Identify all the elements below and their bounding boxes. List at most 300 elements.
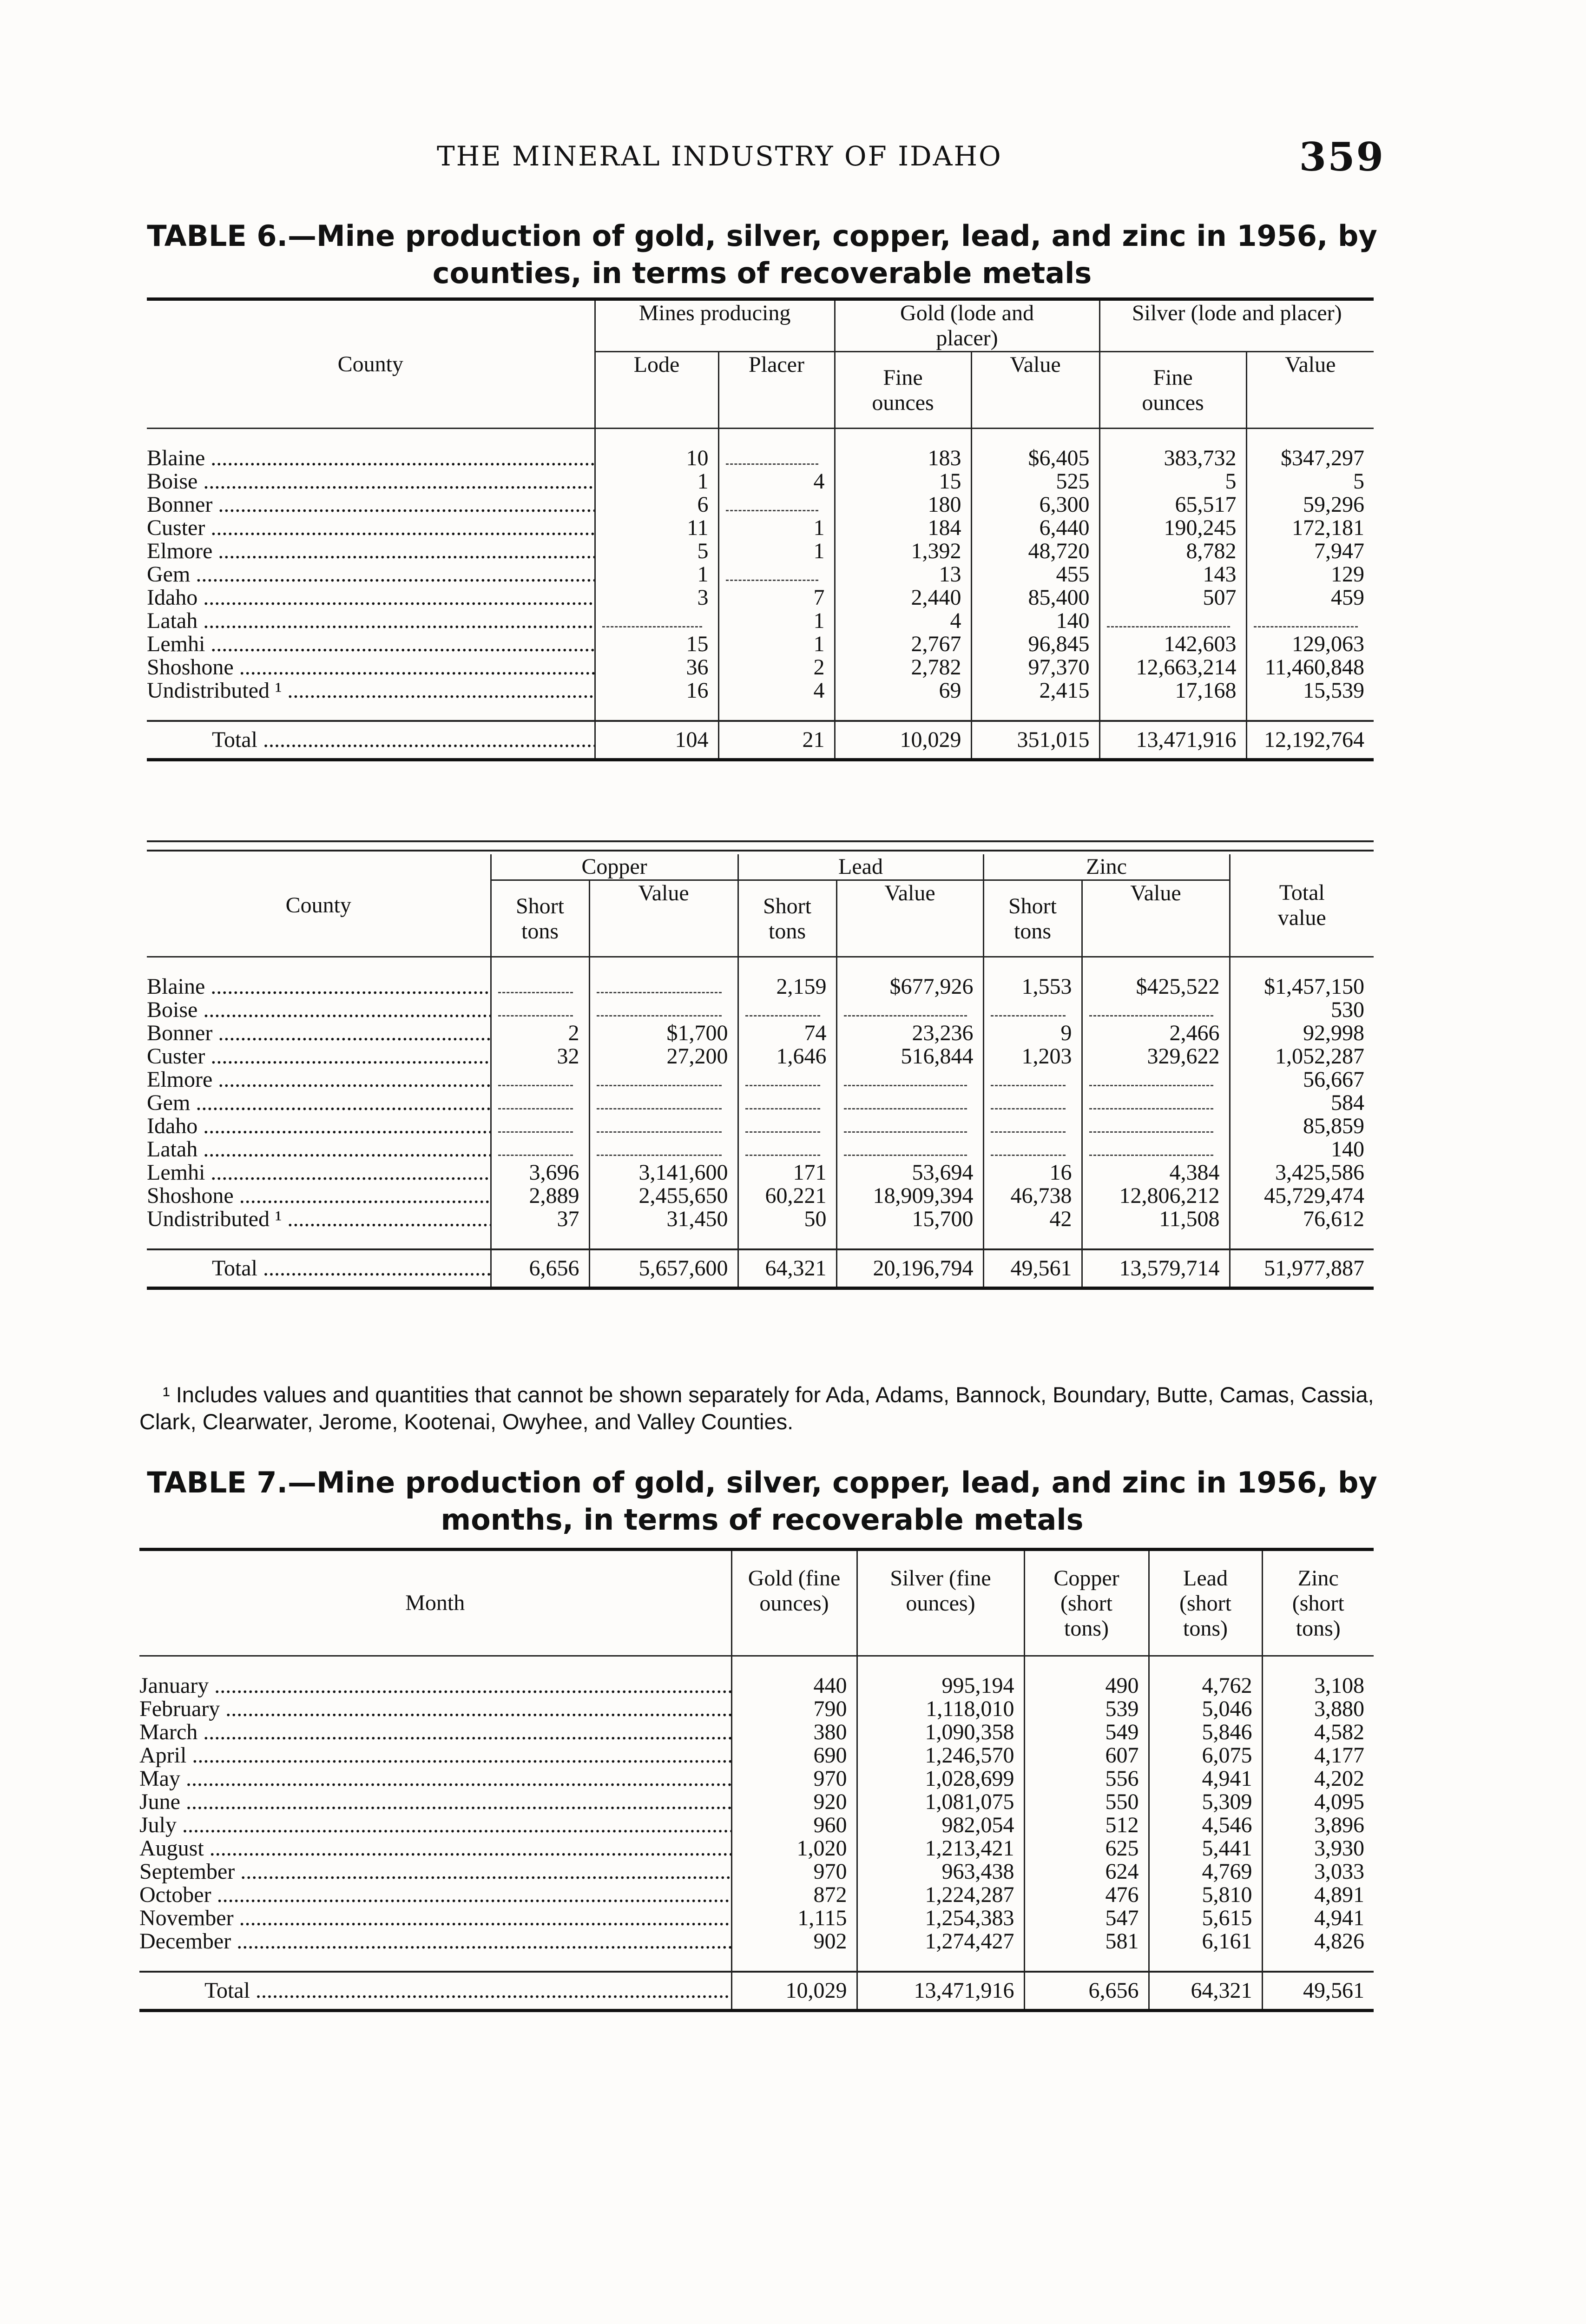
row-label-text: Elmore .....: [147, 540, 594, 563]
row-label: [147, 679, 595, 702]
row-label: [139, 1883, 731, 1907]
row-label: [139, 1814, 731, 1837]
cell-cu_t: [491, 1091, 589, 1115]
empty-cell-dash: [498, 1004, 573, 1017]
cell-placer: 4: [718, 679, 835, 702]
row-label-text: September .....: [139, 1860, 731, 1883]
month-row: [139, 1697, 1374, 1721]
cell-silver_oz: [1099, 609, 1246, 633]
copper-short-tons-header: Short tons: [491, 880, 589, 957]
row-label: [147, 1184, 491, 1208]
county-row: [147, 975, 1374, 998]
county-row: [147, 1091, 1374, 1115]
county-header: County: [147, 299, 595, 429]
cell-total: 45,729,474: [1230, 1184, 1374, 1208]
table6-caption-line1: TABLE 6.—Mine production of gold, silver, copper, lead, and zinc in 1956, by: [147, 219, 1377, 253]
spacer-cell: [1082, 957, 1230, 976]
county-row: [147, 656, 1374, 679]
cell-copper: 581: [1024, 1930, 1149, 1953]
row-label: [147, 1091, 491, 1115]
total-cu_t: 6,656: [491, 1249, 589, 1288]
cell-zn_v: 4,384: [1082, 1161, 1230, 1184]
county-row: [147, 1022, 1374, 1045]
cell-lode: 1: [595, 470, 718, 493]
row-label-text: March .....: [139, 1721, 731, 1744]
cell-silver_val: 129: [1246, 563, 1374, 586]
total-label: [139, 1972, 731, 2011]
total-label-text: Total .....: [204, 1979, 731, 2002]
county-row: [147, 679, 1374, 702]
mines-producing-header: Mines producing: [595, 299, 835, 352]
cell-gold: 790: [731, 1697, 857, 1721]
empty-cell-dash: [498, 1097, 573, 1109]
cell-zn_v: 12,806,212: [1082, 1184, 1230, 1208]
total-silver_oz: 13,471,916: [1099, 721, 1246, 760]
spacer-cell: [1246, 702, 1374, 721]
row-label-text: August .....: [139, 1837, 731, 1860]
cell-gold_oz: 15: [835, 470, 971, 493]
row-label: [139, 1837, 731, 1860]
cell-silver_oz: 142,603: [1099, 633, 1246, 656]
cell-silver_oz: 12,663,214: [1099, 656, 1246, 679]
row-label-text: Lemhi .....: [147, 633, 594, 656]
empty-cell-dash: [597, 981, 722, 993]
cell-lode: 3: [595, 586, 718, 609]
cell-total: 584: [1230, 1091, 1374, 1115]
county-row: [147, 1208, 1374, 1231]
copper-header: Copper: [491, 854, 738, 880]
row-label: [147, 656, 595, 679]
cell-gold: 902: [731, 1930, 857, 1953]
row-label-text: Boise .....: [147, 470, 594, 493]
cell-silver_oz: 507: [1099, 586, 1246, 609]
cell-gold_val: 97,370: [971, 656, 1099, 679]
spacer-cell: [857, 1656, 1024, 1675]
row-label: [147, 516, 595, 540]
total-value-header: Total value: [1230, 854, 1374, 957]
cell-silver_val: 129,063: [1246, 633, 1374, 656]
empty-cell-dash: [745, 1120, 820, 1133]
cell-cu_t: 37: [491, 1208, 589, 1231]
spacer-cell: [718, 429, 835, 447]
cell-cu_v: [589, 1091, 738, 1115]
total-row: [139, 1972, 1374, 2011]
empty-cell-dash: [726, 499, 818, 511]
table6-part1-body: [147, 429, 1374, 760]
table7: [139, 1548, 1374, 2012]
cell-placer: 1: [718, 516, 835, 540]
spacer-cell: [147, 957, 491, 976]
cell-pb_t: 74: [738, 1022, 836, 1045]
cell-cu_v: [589, 1115, 738, 1138]
cell-pb_v: 15,700: [836, 1208, 983, 1231]
row-label: [147, 563, 595, 586]
county-header-2: County: [147, 854, 491, 957]
county-row: [147, 1045, 1374, 1068]
lead-short-tons-header: Short tons: [738, 880, 836, 957]
county-row: [147, 998, 1374, 1022]
cell-cu_t: 2: [491, 1022, 589, 1045]
spacer-cell: [857, 1953, 1024, 1972]
cell-cu_v: 2,455,650: [589, 1184, 738, 1208]
empty-cell-dash: [498, 1074, 573, 1086]
cell-pb_v: [836, 1138, 983, 1161]
cell-total: 1,052,287: [1230, 1045, 1374, 1068]
lead-short-tons-header-t7: Lead (short tons): [1149, 1550, 1262, 1656]
gold-value-header: Value: [971, 352, 1099, 429]
empty-cell-dash: [1089, 1120, 1213, 1133]
spacer-cell: [491, 1231, 589, 1249]
cell-zn_v: 329,622: [1082, 1045, 1230, 1068]
cell-copper: 550: [1024, 1790, 1149, 1814]
total-lead: 64,321: [1149, 1972, 1262, 2011]
cell-gold_val: 48,720: [971, 540, 1099, 563]
cell-lead: 4,769: [1149, 1860, 1262, 1883]
spacer-row: [139, 1953, 1374, 1972]
cell-copper: 476: [1024, 1883, 1149, 1907]
cell-lead: 4,546: [1149, 1814, 1262, 1837]
cell-lode: 16: [595, 679, 718, 702]
cell-zinc: 4,891: [1262, 1883, 1374, 1907]
total-gold: 10,029: [731, 1972, 857, 2011]
cell-copper: 556: [1024, 1767, 1149, 1790]
spacer-cell: [983, 1231, 1082, 1249]
cell-lode: [595, 609, 718, 633]
cell-cu_v: [589, 1138, 738, 1161]
row-label: [147, 609, 595, 633]
row-label: [147, 447, 595, 470]
cell-silver: 1,246,570: [857, 1744, 1024, 1767]
cell-gold_val: 2,415: [971, 679, 1099, 702]
cell-silver: 1,090,358: [857, 1721, 1024, 1744]
total-zn_v: 13,579,714: [1082, 1249, 1230, 1288]
cell-gold_val: 96,845: [971, 633, 1099, 656]
cell-gold: 960: [731, 1814, 857, 1837]
total-copper: 6,656: [1024, 1972, 1149, 2011]
cell-zinc: 3,896: [1262, 1814, 1374, 1837]
cell-copper: 490: [1024, 1674, 1149, 1697]
cell-pb_v: 18,909,394: [836, 1184, 983, 1208]
cell-cu_t: [491, 1115, 589, 1138]
cell-zn_t: 46,738: [983, 1184, 1082, 1208]
cell-silver_oz: 143: [1099, 563, 1246, 586]
cell-zn_v: 2,466: [1082, 1022, 1230, 1045]
spacer-cell: [595, 702, 718, 721]
month-row: [139, 1790, 1374, 1814]
empty-cell-dash: [1089, 1004, 1213, 1017]
row-label: [147, 1068, 491, 1091]
cell-total: 3,425,586: [1230, 1161, 1374, 1184]
county-row: [147, 540, 1374, 563]
cell-total: 56,667: [1230, 1068, 1374, 1091]
county-row: [147, 516, 1374, 540]
spacer-cell: [983, 957, 1082, 976]
empty-cell-dash: [991, 1074, 1066, 1086]
table-divider-rule: [147, 840, 1374, 852]
spacer-cell: [738, 957, 836, 976]
cell-copper: 512: [1024, 1814, 1149, 1837]
cell-zn_t: 42: [983, 1208, 1082, 1231]
cell-zn_v: [1082, 1068, 1230, 1091]
spacer-cell: [835, 702, 971, 721]
cell-lead: 5,810: [1149, 1883, 1262, 1907]
cell-silver_oz: 190,245: [1099, 516, 1246, 540]
spacer-cell: [971, 702, 1099, 721]
row-label: [139, 1697, 731, 1721]
total-cu_v: 5,657,600: [589, 1249, 738, 1288]
gold-fine-ounces-header-t7: Gold (fine ounces): [731, 1550, 857, 1656]
cell-total: 140: [1230, 1138, 1374, 1161]
cell-lead: 5,046: [1149, 1697, 1262, 1721]
empty-cell-dash: [597, 1120, 722, 1133]
cell-pb_v: [836, 998, 983, 1022]
cell-gold_val: 85,400: [971, 586, 1099, 609]
spacer-cell: [1099, 702, 1246, 721]
cell-zn_v: [1082, 1091, 1230, 1115]
cell-zn_t: [983, 1068, 1082, 1091]
cell-cu_t: [491, 1138, 589, 1161]
row-label-text: Blaine .....: [147, 447, 594, 470]
total-label: [147, 1249, 491, 1288]
county-row: [147, 1184, 1374, 1208]
empty-cell-dash: [844, 1004, 967, 1017]
cell-pb_t: 171: [738, 1161, 836, 1184]
cell-pb_v: 23,236: [836, 1022, 983, 1045]
cell-placer: 4: [718, 470, 835, 493]
cell-lead: 5,309: [1149, 1790, 1262, 1814]
county-row: [147, 586, 1374, 609]
row-label: [139, 1721, 731, 1744]
cell-placer: [718, 493, 835, 516]
county-row: [147, 1138, 1374, 1161]
cell-silver_oz: 383,732: [1099, 447, 1246, 470]
cell-pb_t: [738, 1115, 836, 1138]
row-label-text: Idaho .....: [147, 586, 594, 609]
row-label: [147, 540, 595, 563]
empty-cell-dash: [597, 1143, 722, 1156]
cell-gold: 970: [731, 1860, 857, 1883]
empty-cell-dash: [1107, 615, 1230, 627]
cell-pb_v: $677,926: [836, 975, 983, 998]
total-zn_t: 49,561: [983, 1249, 1082, 1288]
table6-caption: [139, 218, 1385, 292]
cell-placer: 7: [718, 586, 835, 609]
row-label: [139, 1767, 731, 1790]
row-label-text: Shoshone .....: [147, 656, 594, 679]
table6-part2-body: [147, 957, 1374, 1288]
row-label-text: April .....: [139, 1744, 731, 1767]
cell-pb_t: [738, 1068, 836, 1091]
cell-zn_v: [1082, 1115, 1230, 1138]
placer-header: Placer: [718, 352, 835, 429]
cell-silver_val: 172,181: [1246, 516, 1374, 540]
cell-total: $1,457,150: [1230, 975, 1374, 998]
cell-lode: 36: [595, 656, 718, 679]
cell-zinc: 3,930: [1262, 1837, 1374, 1860]
cell-gold_val: 140: [971, 609, 1099, 633]
cell-pb_t: 1,646: [738, 1045, 836, 1068]
cell-silver_val: $347,297: [1246, 447, 1374, 470]
total-zinc: 49,561: [1262, 1972, 1374, 2011]
row-label: [139, 1860, 731, 1883]
spacer-cell: [1246, 429, 1374, 447]
row-label-text: June .....: [139, 1790, 731, 1814]
row-label: [147, 1161, 491, 1184]
cell-pb_t: [738, 1138, 836, 1161]
cell-copper: 547: [1024, 1907, 1149, 1930]
spacer-cell: [1082, 1231, 1230, 1249]
empty-cell-dash: [991, 1004, 1066, 1017]
cell-silver_oz: 5: [1099, 470, 1246, 493]
spacer-cell: [1149, 1953, 1262, 1972]
cell-total: 530: [1230, 998, 1374, 1022]
total-label: [147, 721, 595, 760]
row-label-text: Gem .....: [147, 1091, 490, 1115]
spacer-cell: [139, 1656, 731, 1675]
zinc-short-tons-header: Short tons: [983, 880, 1082, 957]
row-label-text: Idaho .....: [147, 1115, 490, 1138]
spacer-cell: [1262, 1953, 1374, 1972]
cell-cu_v: [589, 975, 738, 998]
cell-zn_t: [983, 1115, 1082, 1138]
row-label: [139, 1674, 731, 1697]
cell-silver_val: 59,296: [1246, 493, 1374, 516]
cell-silver_val: 15,539: [1246, 679, 1374, 702]
empty-cell-dash: [498, 981, 573, 993]
cell-gold: 1,020: [731, 1837, 857, 1860]
cell-gold: 872: [731, 1883, 857, 1907]
silver-header: Silver (lode and placer): [1099, 299, 1374, 352]
row-label-text: Bonner .....: [147, 493, 594, 516]
row-label: [147, 1138, 491, 1161]
cell-zn_t: 1,203: [983, 1045, 1082, 1068]
county-row: [147, 563, 1374, 586]
cell-gold: 380: [731, 1721, 857, 1744]
row-label: [147, 1115, 491, 1138]
empty-cell-dash: [844, 1074, 967, 1086]
page-number: 359: [1299, 134, 1385, 180]
lead-header: Lead: [738, 854, 983, 880]
row-label-text: Latah .....: [147, 609, 594, 633]
cell-silver_val: 459: [1246, 586, 1374, 609]
cell-placer: 1: [718, 540, 835, 563]
spacer-cell: [589, 1231, 738, 1249]
cell-gold_oz: 2,440: [835, 586, 971, 609]
spacer-cell: [147, 702, 595, 721]
spacer-cell: [147, 429, 595, 447]
empty-cell-dash: [597, 1097, 722, 1109]
total-placer: 21: [718, 721, 835, 760]
county-row: [147, 470, 1374, 493]
cell-silver_oz: 17,168: [1099, 679, 1246, 702]
empty-cell-dash: [745, 1004, 820, 1017]
cell-gold_oz: 13: [835, 563, 971, 586]
county-row: [147, 447, 1374, 470]
cell-placer: 2: [718, 656, 835, 679]
cell-gold_val: 6,300: [971, 493, 1099, 516]
cell-lead: 4,762: [1149, 1674, 1262, 1697]
spacer-cell: [1230, 957, 1374, 976]
row-label: [139, 1744, 731, 1767]
cell-lode: 15: [595, 633, 718, 656]
cell-zinc: 4,202: [1262, 1767, 1374, 1790]
cell-gold_oz: 1,392: [835, 540, 971, 563]
month-row: [139, 1674, 1374, 1697]
total-gold_val: 351,015: [971, 721, 1099, 760]
cell-zn_t: 1,553: [983, 975, 1082, 998]
cell-gold: 1,115: [731, 1907, 857, 1930]
silver-value-header: Value: [1246, 352, 1374, 429]
spacer-row: [147, 429, 1374, 447]
row-label-text: Blaine .....: [147, 975, 490, 998]
total-pb_v: 20,196,794: [836, 1249, 983, 1288]
cell-pb_v: 53,694: [836, 1161, 983, 1184]
cell-copper: 539: [1024, 1697, 1149, 1721]
month-row: [139, 1814, 1374, 1837]
cell-silver: 1,028,699: [857, 1767, 1024, 1790]
silver-fine-ounces-header: Fine ounces: [1099, 352, 1246, 429]
spacer-cell: [731, 1656, 857, 1675]
row-label: [139, 1907, 731, 1930]
county-row: [147, 609, 1374, 633]
month-row: [139, 1860, 1374, 1883]
empty-cell-dash: [602, 615, 702, 627]
month-row: [139, 1837, 1374, 1860]
spacer-cell: [139, 1953, 731, 1972]
table7-caption-line2: months, in terms of recoverable metals: [441, 1503, 1084, 1537]
cell-cu_t: [491, 998, 589, 1022]
empty-cell-dash: [745, 1143, 820, 1156]
cell-zinc: 4,941: [1262, 1907, 1374, 1930]
empty-cell-dash: [1089, 1074, 1213, 1086]
total-label-text: Total .....: [212, 1257, 490, 1280]
cell-gold_oz: 69: [835, 679, 971, 702]
spacer-cell: [971, 429, 1099, 447]
row-label-text: Latah .....: [147, 1138, 490, 1161]
empty-cell-dash: [844, 1120, 967, 1133]
cell-lode: 6: [595, 493, 718, 516]
cell-lead: 6,161: [1149, 1930, 1262, 1953]
cell-pb_v: [836, 1068, 983, 1091]
cell-cu_v: 27,200: [589, 1045, 738, 1068]
spacer-cell: [836, 957, 983, 976]
row-label-text: February .....: [139, 1697, 731, 1721]
total-row: [147, 1249, 1374, 1288]
cell-copper: 624: [1024, 1860, 1149, 1883]
cell-cu_v: [589, 998, 738, 1022]
cell-cu_v: 31,450: [589, 1208, 738, 1231]
row-label-text: Undistributed ¹ .....: [147, 679, 594, 702]
county-row: [147, 1115, 1374, 1138]
cell-zn_v: [1082, 1138, 1230, 1161]
spacer-cell: [1024, 1953, 1149, 1972]
county-row: [147, 1068, 1374, 1091]
cell-gold_oz: 2,767: [835, 633, 971, 656]
row-label-text: Custer .....: [147, 1045, 490, 1068]
cell-cu_v: $1,700: [589, 1022, 738, 1045]
cell-silver_oz: 65,517: [1099, 493, 1246, 516]
empty-cell-dash: [1089, 1097, 1213, 1109]
cell-zinc: 3,880: [1262, 1697, 1374, 1721]
cell-gold_oz: 184: [835, 516, 971, 540]
table7-body: [139, 1656, 1374, 2011]
cell-gold: 920: [731, 1790, 857, 1814]
cell-total: 85,859: [1230, 1115, 1374, 1138]
cell-gold_val: 6,440: [971, 516, 1099, 540]
empty-cell-dash: [1089, 1143, 1213, 1156]
cell-copper: 607: [1024, 1744, 1149, 1767]
cell-lode: 1: [595, 563, 718, 586]
